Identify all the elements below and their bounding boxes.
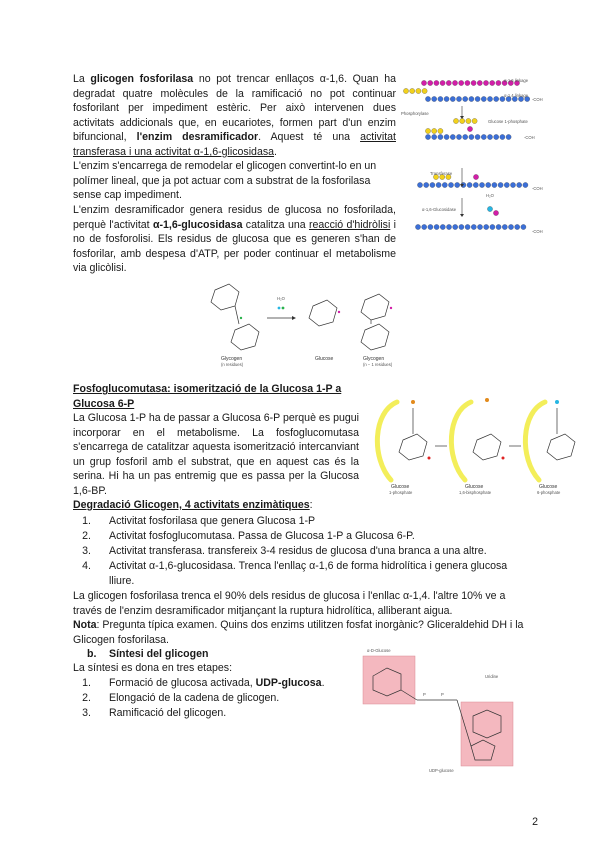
glucose-bead xyxy=(440,224,445,229)
term-activitat-transferasa: activitat transferasa i una activitat α-1,6-glicosidasa xyxy=(73,131,396,158)
phosphate-p1: P xyxy=(423,692,426,697)
glucose-bead xyxy=(496,80,501,85)
glucose-bead xyxy=(523,182,528,187)
glucose-bead xyxy=(410,88,415,93)
glucose-bead xyxy=(487,134,492,139)
glucose-bead xyxy=(515,224,520,229)
phosphate-group-2 xyxy=(485,398,489,402)
glucose-bead xyxy=(517,182,522,187)
glucose-bead xyxy=(521,224,526,229)
glucose-bead xyxy=(473,174,478,179)
caption-udp-glucose: UDP-glucose xyxy=(429,768,454,773)
caption-glucose: Glucose xyxy=(315,356,334,362)
glucose-bead xyxy=(456,134,461,139)
label-glucose-1-phosphate: Glucose 1-phosphate xyxy=(488,119,528,124)
glucose-bead xyxy=(424,182,429,187)
glucose-bead xyxy=(450,134,455,139)
glucose-bead xyxy=(471,224,476,229)
glucose-bead xyxy=(494,134,499,139)
glucose-bead xyxy=(430,182,435,187)
term-enzim-desramificador: l'enzim desramificador xyxy=(136,131,259,144)
glucose-bead xyxy=(508,224,513,229)
glucose-bead xyxy=(504,182,509,187)
label-uridine: Uridine xyxy=(485,674,499,679)
caption-glycogen-right-sub: (n − 1 residues) xyxy=(363,362,393,367)
glucose-bead xyxy=(403,88,408,93)
reaction-arrow-head xyxy=(292,316,296,320)
glucose-bead xyxy=(496,224,501,229)
water-atom-2 xyxy=(282,307,285,310)
label-alpha14: α-1,4 linkage xyxy=(504,93,529,98)
hexagon-glycogen-bottom xyxy=(231,324,259,350)
intro-paragraph-1: La glicogen fosforilasa no pot trencar enllaços α-1,6. Quan ha degradat quatre molècules de la ramificació no pot continuar fosforilant per impediment estèric. Per això intervenen dues activitats addicionals que, en eucariotes, formen part d'un enzim bifuncional, l'enzim desramificador. Aquest té una activitat transferasa i una activitat α-1,6-glicosidasa. xyxy=(73,73,396,158)
phosphoglucomutase-figure xyxy=(367,388,587,500)
label-h2o: H₂O xyxy=(486,193,494,198)
glucose-bead xyxy=(471,80,476,85)
glucose-bead xyxy=(438,96,443,101)
glucose-bead xyxy=(502,224,507,229)
enzyme-highlight-1 xyxy=(377,402,397,480)
glucose-bead xyxy=(475,96,480,101)
glucose-bead xyxy=(463,96,468,101)
hexagon-glucose xyxy=(309,300,337,326)
glucose-bead xyxy=(444,134,449,139)
label-phosphorylase: Phosphorylase xyxy=(401,111,429,116)
oxygen-marker-g1p xyxy=(428,457,431,460)
glucose-bead xyxy=(477,224,482,229)
glucose-bead xyxy=(455,182,460,187)
glucose-bead xyxy=(432,134,437,139)
glucose-bead xyxy=(450,96,455,101)
glucose-bead xyxy=(446,224,451,229)
chain-end-2: -COH xyxy=(524,135,535,140)
glucose-bead xyxy=(463,134,468,139)
oxygen-marker-left xyxy=(240,317,242,319)
chain-end-4: -COH xyxy=(532,229,543,234)
caption-glucose-1p-sub: 1-phosphate xyxy=(389,490,413,495)
glucose-bead xyxy=(486,182,491,187)
enzyme-highlight-3 xyxy=(525,402,545,480)
section-title-degradacio: Degradació Glicogen, 4 activitats enzimàtiques: xyxy=(73,499,313,511)
hexagon-g16bp xyxy=(473,434,501,460)
glucose-bead xyxy=(498,182,503,187)
glucose-bead xyxy=(434,80,439,85)
arrow-head-3 xyxy=(460,214,464,217)
free-glucose-bead xyxy=(493,210,498,215)
oxygen-marker-g16bp xyxy=(502,457,505,460)
udp-glucose-figure xyxy=(357,642,537,774)
phosphate-group-3 xyxy=(555,400,559,404)
glucose-bead xyxy=(428,224,433,229)
caption-glycogen-left-sub: (n residues) xyxy=(221,362,244,367)
glucose-bead xyxy=(510,182,515,187)
oxygen-marker-glucose xyxy=(338,311,340,313)
glucose-bead xyxy=(428,80,433,85)
paragraph-nota: Nota: Pregunta típica examen. Quins dos enzims utilitzen fosfat inorgànic? Gliceraldehid DH i la Glicogen fosforilasa. xyxy=(73,619,524,646)
term-reaccio-hidrolisi: reacció d'hidròlisi xyxy=(309,218,391,231)
glucose-bead xyxy=(492,182,497,187)
caption-glycogen-right: Glycogen xyxy=(363,356,385,362)
glucose-bead xyxy=(469,96,474,101)
label-alpha16: α-1,6 linkage xyxy=(504,78,529,83)
nota-label: Nota xyxy=(73,619,97,631)
glucose-bead xyxy=(472,118,477,123)
caption-glucose-6p: Glucose xyxy=(539,484,558,490)
glucose-bead xyxy=(453,118,458,123)
chain-end-1: -COH xyxy=(532,97,543,102)
glucose-bead xyxy=(481,96,486,101)
glucose-bead xyxy=(440,80,445,85)
label-glucosidase: α-1,6-Glucosidase xyxy=(422,207,457,212)
glucose-bead xyxy=(436,182,441,187)
hydrolysis-figure xyxy=(195,278,405,376)
glucose-bead xyxy=(466,118,471,123)
caption-glucose-16bp-sub: 1,6-bisphosphate xyxy=(459,490,492,495)
glucose-bead xyxy=(432,128,437,133)
hexagon-glycogen-right-bottom xyxy=(361,324,389,350)
page-number: 2 xyxy=(532,816,538,828)
caption-glucose-16bp: Glucose xyxy=(465,484,484,490)
glucose-bead xyxy=(452,80,457,85)
term-glicogen-fosforilasa: glicogen fosforilasa xyxy=(90,73,194,85)
free-glucose-bead xyxy=(487,206,492,211)
label-h2o-hydrolysis: H₂O xyxy=(277,296,285,301)
glucose-bead xyxy=(422,88,427,93)
glucose-bead xyxy=(432,96,437,101)
hexagon-glycogen-right-top xyxy=(361,294,389,320)
glucose-bead xyxy=(434,224,439,229)
glucose-bead xyxy=(448,182,453,187)
glucose-bead xyxy=(465,80,470,85)
glucose-bead xyxy=(416,88,421,93)
caption-glycogen-left: Glycogen xyxy=(221,356,243,362)
debranching-enzyme-figure xyxy=(400,73,550,251)
glucose-bead xyxy=(465,224,470,229)
glucose-bead xyxy=(425,134,430,139)
intro-paragraph-3: L'enzim desramificador genera residus de glucosa no fosforilada, perquè l'activitat α-1,6-glucosidasa catalitza una reacció d'hidròlisi i no de fosforolisi. Els residus de glucosa que es generen s'han de fosforilar, amb despesa d'ATP, per poder continuar el metabolisme via glicòlisi. xyxy=(73,204,396,275)
glucose-highlight-box xyxy=(363,656,415,704)
water-atom-1 xyxy=(278,307,281,310)
term-glucosidasa: α-1,6-glucosidasa xyxy=(152,218,243,231)
glucose-bead xyxy=(460,118,465,123)
glucose-bead xyxy=(425,96,430,101)
glucose-bead xyxy=(417,182,422,187)
phosphate-group-1 xyxy=(411,400,415,404)
glucose-bead xyxy=(444,96,449,101)
glucose-bead xyxy=(425,128,430,133)
label-alpha-d-glucose: α-D-Glucose xyxy=(367,648,391,653)
glucose-bead xyxy=(467,126,472,131)
paragraph-sintesi-intro: La síntesi es dona en tres etapes: xyxy=(73,662,233,674)
glucose-bead xyxy=(500,134,505,139)
glucose-bead xyxy=(469,134,474,139)
glucose-bead xyxy=(453,224,458,229)
glucose-bead xyxy=(490,224,495,229)
oxygen-marker-right xyxy=(390,307,392,309)
section-title-fosfoglucomutasa: Fosfoglucomutasa: isomerització de la Glucosa 1-P a Glucosa 6-P xyxy=(73,383,342,410)
glucose-bead xyxy=(438,128,443,133)
glucose-bead xyxy=(475,134,480,139)
phosphate-p2: P xyxy=(441,692,444,697)
glucose-bead xyxy=(484,224,489,229)
hexagon-g6p xyxy=(547,434,575,460)
glucose-bead xyxy=(477,80,482,85)
chain-end-3: -COH xyxy=(532,186,543,191)
glucose-bead xyxy=(442,182,447,187)
glucose-bead xyxy=(422,224,427,229)
glucose-bead xyxy=(467,182,472,187)
caption-glucose-6p-sub: 6-phosphate xyxy=(537,490,561,495)
glucose-bead xyxy=(415,224,420,229)
glucose-bead xyxy=(456,96,461,101)
glucose-bead xyxy=(481,134,486,139)
label-transferase: Transferase xyxy=(430,171,453,176)
intro-paragraph-2: L'enzim s'encarrega de remodelar el glicogen convertint-lo en un polímer lineal, que ja pot actuar com a substrat de la fosforilasa sense cap impediment. xyxy=(73,160,377,202)
glucose-bead xyxy=(479,182,484,187)
glucose-bead xyxy=(459,80,464,85)
glucose-bead xyxy=(421,80,426,85)
glucose-bead xyxy=(487,96,492,101)
hexagon-g1p xyxy=(399,434,427,460)
paragraph-fosfoglucomutasa: La Glucosa 1-P ha de passar a Glucosa 6-P perquè es pugui incorporar en el metabolisme. La fosfoglucomutasa s'encarrega de catalitzar aquesta isomerització intercanviant un grup fosforil amb el substrat, que en aquest cas és la serina. Hi ha un pas entremig que es passa per la Glucosa 1,6-BP. xyxy=(73,412,359,497)
paragraph-fosforilasa-percentatges: La glicogen fosforilasa trenca el 90% dels residus de glucosa i l'enllac α-1,4. l'altre 10% ve a través de l'enzim desramificador mitjançant la ruptura hidrolítica, alliberant aigua. xyxy=(73,590,506,617)
glucose-bead xyxy=(459,224,464,229)
glucose-bead xyxy=(446,80,451,85)
glucose-bead xyxy=(490,80,495,85)
glucose-bead xyxy=(494,96,499,101)
uridine-highlight-box xyxy=(461,702,513,766)
glucose-bead xyxy=(483,80,488,85)
glucose-bead xyxy=(438,134,443,139)
caption-glucose-1p: Glucose xyxy=(391,484,410,490)
glucose-bead xyxy=(473,182,478,187)
enzyme-highlight-2 xyxy=(451,402,471,480)
glucose-bead xyxy=(506,134,511,139)
